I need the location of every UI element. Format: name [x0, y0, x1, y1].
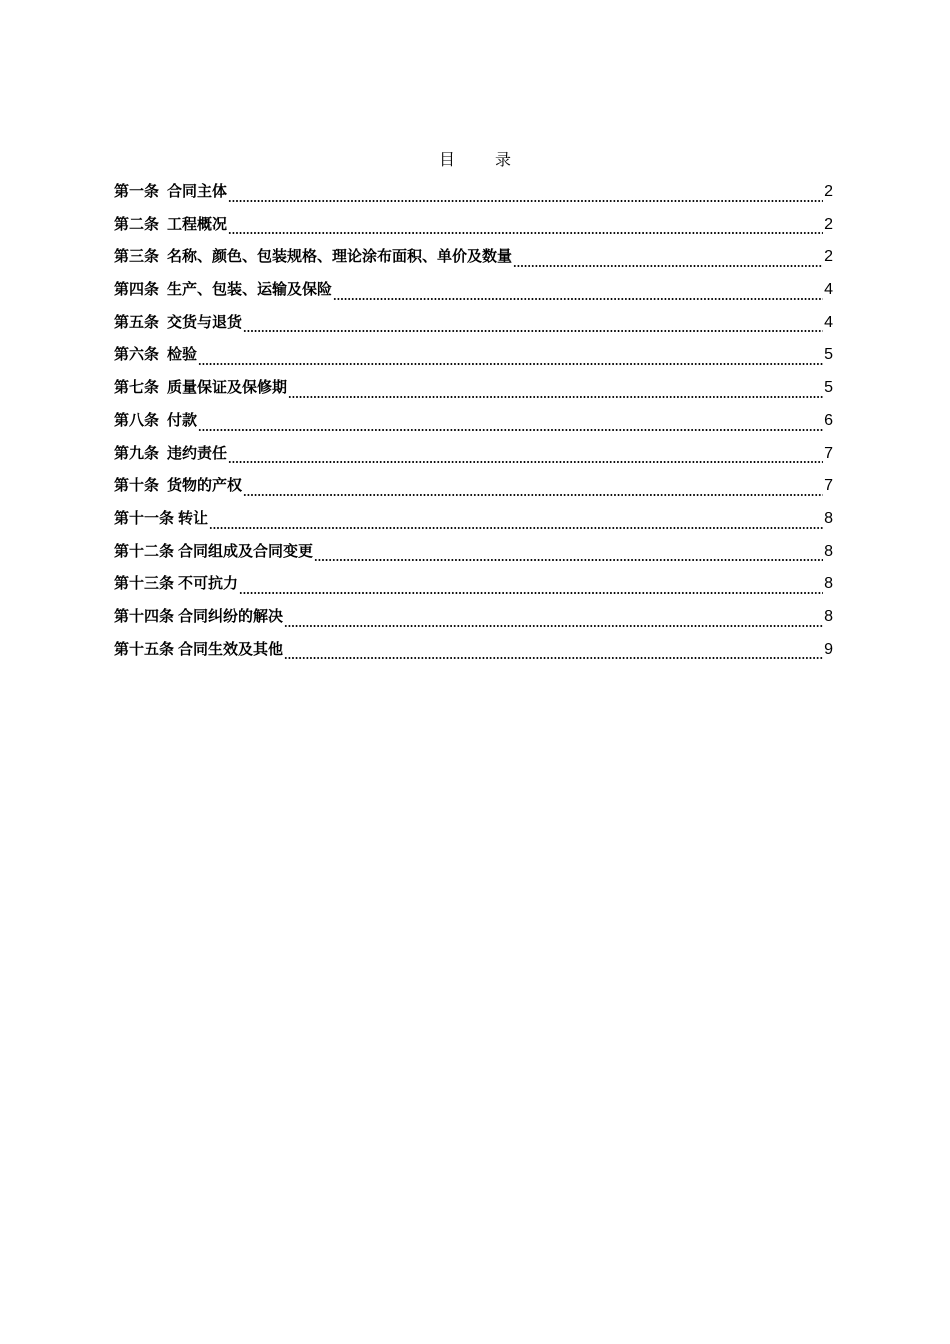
toc-article-number: 第十一条 [114, 508, 175, 527]
toc-article-title: 检验 [167, 345, 198, 364]
toc-dot-leader [209, 527, 823, 529]
toc-dot-leader [228, 232, 823, 234]
toc-article-title: 合同主体 [167, 182, 228, 200]
toc-page-number: 8 [824, 575, 833, 593]
toc-entry[interactable] [114, 442, 833, 475]
toc-article-number: 第三条 [114, 247, 160, 266]
toc-page-number: 2 [824, 183, 833, 200]
toc-entry-label [114, 213, 227, 235]
toc-entry-label [114, 540, 313, 562]
toc-dot-leader [513, 265, 823, 267]
toc-entry[interactable] [114, 409, 833, 442]
toc-dot-leader [198, 429, 823, 431]
toc-dot-leader [284, 625, 823, 627]
toc-entry-label [114, 605, 283, 627]
toc-entry-label [114, 638, 283, 660]
toc-page-number: 7 [824, 477, 833, 495]
toc-entry-label [114, 507, 208, 529]
table-of-contents [114, 180, 833, 670]
toc-article-title: 工程概况 [167, 214, 228, 233]
toc-entry-label [114, 572, 238, 594]
toc-article-number: 第二条 [114, 214, 160, 233]
toc-entry[interactable] [114, 540, 833, 573]
toc-entry[interactable] [114, 474, 833, 507]
toc-dot-leader [284, 657, 823, 659]
toc-entry[interactable] [114, 638, 833, 671]
toc-article-title: 货物的产权 [167, 476, 243, 495]
toc-page-number: 6 [824, 411, 833, 429]
toc-page-number: 5 [824, 346, 833, 364]
toc-entry[interactable] [114, 376, 833, 409]
toc-article-number: 第六条 [114, 345, 160, 364]
toc-article-title: 名称、颜色、包装规格、理论涂布面积、单价及数量 [167, 247, 513, 266]
toc-article-number: 第十五条 [114, 639, 175, 658]
toc-article-title: 违约责任 [167, 443, 228, 462]
toc-page-number: 4 [824, 281, 833, 299]
toc-dot-leader [198, 363, 823, 365]
toc-page-number: 2 [824, 248, 833, 266]
toc-entry-label [114, 278, 332, 300]
toc-entry-label [114, 376, 287, 398]
toc-dot-leader [228, 461, 823, 463]
toc-article-number: 第八条 [114, 410, 160, 429]
toc-article-number: 第四条 [114, 280, 160, 299]
toc-page-number: 9 [824, 640, 833, 658]
toc-dot-leader [243, 330, 823, 332]
toc-page-number: 2 [824, 215, 833, 233]
toc-entry[interactable] [114, 245, 833, 278]
toc-article-title: 交货与退货 [167, 312, 243, 331]
toc-article-number: 第五条 [114, 312, 160, 331]
toc-article-title: 合同生效及其他 [178, 639, 284, 658]
toc-dot-leader [228, 200, 823, 202]
toc-article-title: 付款 [167, 410, 198, 429]
toc-dot-leader [288, 396, 823, 398]
toc-article-number: 第十三条 [114, 574, 175, 593]
toc-article-number: 第一条 [114, 182, 160, 200]
toc-dot-leader [314, 559, 823, 561]
toc-entry[interactable] [114, 572, 833, 605]
toc-entry-label [114, 474, 242, 496]
toc-entry[interactable] [114, 311, 833, 344]
toc-entry[interactable] [114, 180, 833, 213]
toc-entry-label [114, 409, 197, 431]
toc-article-title: 质量保证及保修期 [167, 378, 288, 397]
toc-page-number: 8 [824, 509, 833, 527]
toc-entry-label [114, 311, 242, 333]
toc-entry[interactable] [114, 605, 833, 638]
toc-entry[interactable] [114, 343, 833, 376]
toc-entry-label [114, 343, 197, 365]
toc-title: 目录 [438, 150, 551, 169]
toc-article-number: 第十四条 [114, 606, 175, 625]
toc-entry-label [114, 245, 512, 267]
toc-dot-leader [243, 494, 823, 496]
toc-article-number: 第十条 [114, 476, 160, 495]
toc-article-title: 转让 [178, 508, 209, 527]
toc-page-number: 8 [824, 542, 833, 560]
toc-entry[interactable] [114, 507, 833, 540]
toc-page-number: 5 [824, 379, 833, 397]
toc-article-number: 第十二条 [114, 541, 175, 560]
toc-article-title: 合同组成及合同变更 [178, 541, 314, 560]
toc-page-number: 8 [824, 607, 833, 625]
toc-article-title: 不可抗力 [178, 574, 239, 593]
toc-dot-leader [333, 298, 823, 300]
toc-entry-label [114, 180, 227, 202]
toc-entry[interactable] [114, 278, 833, 311]
toc-article-number: 第九条 [114, 443, 160, 462]
toc-page-number: 4 [824, 313, 833, 331]
toc-article-number: 第七条 [114, 378, 160, 397]
toc-article-title: 生产、包装、运输及保险 [167, 280, 333, 299]
toc-entry[interactable] [114, 213, 833, 246]
toc-article-title: 合同纠纷的解决 [178, 606, 284, 625]
toc-page-number: 7 [824, 444, 833, 462]
toc-entry-label [114, 442, 227, 464]
toc-dot-leader [239, 592, 823, 594]
